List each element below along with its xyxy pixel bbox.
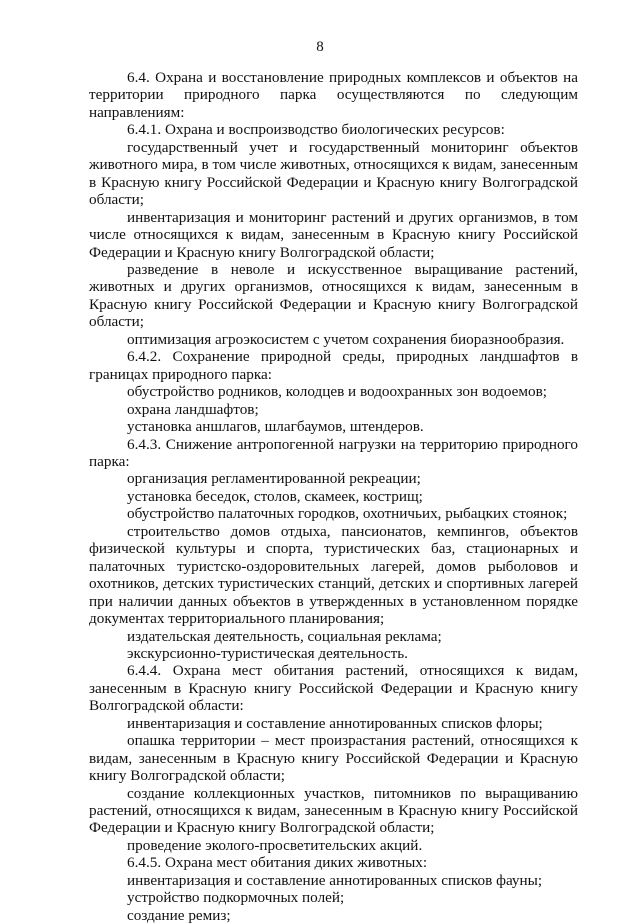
list-item: создание коллекционных участков, питомников по выращиванию растений, относящихся к видам, занесенным в Красную книгу Российской Федерации и Красную книгу Волгоградской области; <box>89 784 578 837</box>
list-item: установка беседок, столов, скамеек, кострищ; <box>127 487 423 505</box>
list-item: устройство подкормочных полей; <box>127 889 345 907</box>
section-6-4-1-heading: 6.4.1. Охрана и воспроизводство биологических ресурсов: <box>127 121 505 139</box>
section-6-4-intro: 6.4. Охрана и восстановление природных комплексов и объектов на территории природного парка осуществляются по следующим направлениям: <box>89 69 578 121</box>
list-item: организация регламентированной рекреации; <box>127 470 421 488</box>
list-item: разведение в неволе и искусственное выращивание растений, животных и других организмов, относящихся к видам, занесенным в Красную книгу Российской Федерации и Красную книгу Волгоградской области; <box>89 260 578 331</box>
list-item: экскурсионно-туристическая деятельность. <box>127 644 408 662</box>
list-item: опашка территории – мест произрастания растений, относящихся к видам, занесенным в Красную книгу Российской Федерации и Красную книгу Волгоградской области; <box>89 732 578 785</box>
list-item: инвентаризация и составление аннотированных списков флоры; <box>127 714 543 732</box>
list-item: издательская деятельность, социальная реклама; <box>127 627 442 645</box>
list-item: создание ремиз; <box>127 906 231 924</box>
list-item: оптимизация агроэкосистем с учетом сохранения биоразнообразия. <box>127 330 565 348</box>
document-body <box>89 69 578 924</box>
section-6-4-4-heading: 6.4.4. Охрана мест обитания растений, относящихся к видам, занесенным в Красную книгу Российской Федерации и Красную книгу Волгоградской области: <box>89 662 578 715</box>
list-item: обустройство палаточных городков, охотничьих, рыбацких стоянок; <box>127 505 568 523</box>
list-item: обустройство родников, колодцев и водоохранных зон водоемов; <box>127 383 548 401</box>
list-item: охрана ландшафтов; <box>127 400 259 418</box>
list-item: инвентаризация и составление аннотированных списков фауны; <box>127 871 543 889</box>
list-item: инвентаризация и мониторинг растений и других организмов, в том числе относящихся к видам, занесенным в Красную книгу Российской Федерации и Красную книгу Волгоградской области; <box>89 208 578 261</box>
list-item: проведение эколого-просветительских акций. <box>127 836 423 854</box>
list-item: строительство домов отдыха, пансионатов, кемпингов, объектов физической культуры и спорта, туристических баз, стационарных и палаточных туристско-оздоровительных лагерей, домов рыболовов и охотников, детских туристических станций, детских и спортивных лагерей при наличии данных объектов в утвержденных в установленном порядке документах территориального планирования; <box>89 522 578 628</box>
page-number: 8 <box>316 39 324 55</box>
section-6-4-2-heading: 6.4.2. Сохранение природной среды, природных ландшафтов в границах природного парка: <box>89 348 578 383</box>
list-item: установка аншлагов, шлагбаумов, штендеров. <box>127 418 424 436</box>
section-6-4-3-heading: 6.4.3. Снижение антропогенной нагрузки на территорию природного парка: <box>89 435 578 470</box>
section-6-4-5-heading: 6.4.5. Охрана мест обитания диких животных: <box>127 854 428 872</box>
list-item: государственный учет и государственный мониторинг объектов животного мира, в том числе животных, относящихся к видам, занесенным в Красную книгу Российской Федерации и Красную книгу Волгоградской области; <box>89 138 578 209</box>
